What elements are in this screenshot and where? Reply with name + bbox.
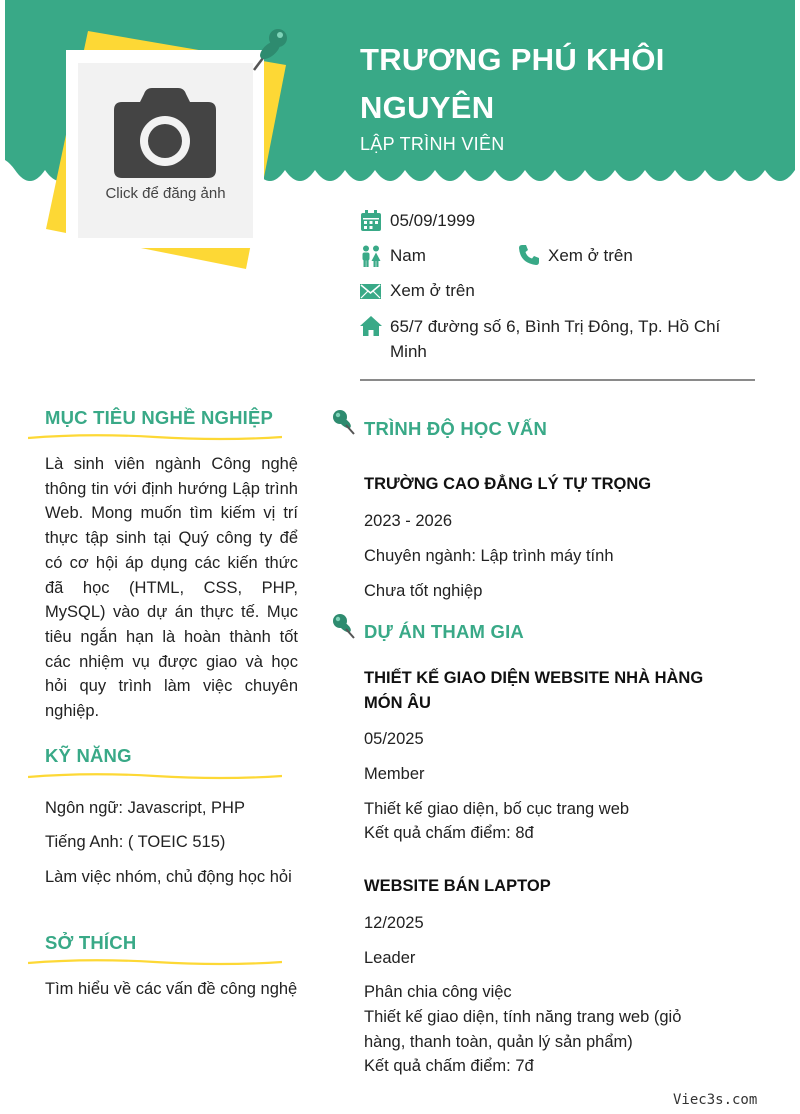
avatar-placeholder[interactable] bbox=[78, 63, 253, 238]
education-title: TRÌNH ĐỘ HỌC VẤN bbox=[364, 418, 548, 439]
school-name: TRƯỜNG CAO ĐẲNG LÝ TỰ TRỌNG bbox=[364, 475, 652, 493]
objective-text: Là sinh viên ngành Công nghệ thông tin với định hướng Lập trình Web. Mong muốn tìm kiếm vị trí thực tập sinh tại Quý công ty để có cơ hội áp dụng các kiến thức đã học (HTML, CSS, PHP, MySQL) vào dự án thực tế. Mục tiêu ngắn hạn là hoàn thành tốt các nhiệm vụ được giao và học hỏi quy trình làm việc chuyên nghiệp. bbox=[45, 455, 298, 721]
skills-underline bbox=[28, 771, 282, 781]
education-period: 2023 - 2026 bbox=[364, 512, 453, 530]
project-role: Leader bbox=[364, 949, 416, 967]
mail-icon bbox=[360, 281, 382, 303]
watermark: Viec3s.com bbox=[673, 1092, 758, 1108]
projects-title: DỰ ÁN THAM GIA bbox=[364, 621, 524, 642]
project-date: 05/2025 bbox=[364, 730, 424, 748]
photo-caption: Click để đăng ảnh bbox=[105, 185, 226, 202]
education-major: Chuyên ngành: Lập trình máy tính bbox=[364, 547, 614, 565]
pushpin-icon bbox=[330, 612, 356, 640]
hobbies-title: SỞ THÍCH bbox=[45, 932, 137, 953]
header-divider bbox=[360, 379, 755, 381]
phone-icon bbox=[518, 244, 540, 266]
project-date: 12/2025 bbox=[364, 914, 424, 932]
project-desc: Thiết kế giao diện, bố cục trang web bbox=[364, 800, 630, 818]
gender-value: Nam bbox=[390, 246, 426, 265]
skills-title: KỸ NĂNG bbox=[45, 745, 132, 766]
address-value: 65/7 đường số 6, Bình Trị Đông, Tp. Hồ Chí Minh bbox=[390, 317, 721, 361]
camera-icon bbox=[112, 88, 218, 180]
hobbies-text: Tìm hiểu về các vấn đề công nghệ bbox=[45, 980, 298, 998]
skill-item: Làm việc nhóm, chủ động học hỏi bbox=[45, 868, 292, 886]
project-result: Kết quả chấm điểm: 7đ bbox=[364, 1057, 534, 1075]
project-role: Member bbox=[364, 765, 425, 783]
hobbies-underline bbox=[28, 957, 282, 967]
pushpin-icon bbox=[248, 24, 292, 74]
education-status: Chưa tốt nghiệp bbox=[364, 582, 483, 600]
pushpin-icon bbox=[330, 408, 356, 436]
objective-title: MỤC TIÊU NGHỀ NGHIỆP bbox=[45, 407, 274, 428]
project-desc: Phân chia công việc bbox=[364, 983, 512, 1001]
phone-value: Xem ở trên bbox=[548, 246, 633, 265]
birthday-value: 05/09/1999 bbox=[390, 211, 476, 230]
project-result: Kết quả chấm điểm: 8đ bbox=[364, 824, 534, 842]
calendar-icon bbox=[360, 210, 382, 232]
people-icon bbox=[360, 245, 382, 267]
email-value: Xem ở trên bbox=[390, 281, 475, 300]
project-name: WEBSITE BÁN LAPTOP bbox=[364, 877, 551, 895]
project-name: THIẾT KẾ GIAO DIỆN WEBSITE NHÀ HÀNG MÓN ÂU bbox=[364, 669, 704, 712]
skill-item: Tiếng Anh: ( TOEIC 515) bbox=[45, 833, 226, 851]
skill-item: Ngôn ngữ: Javascript, PHP bbox=[45, 799, 245, 817]
project-desc: Thiết kế giao diện, tính năng trang web (giỏ hàng, thanh toàn, quản lý sản phẩm) bbox=[364, 1008, 682, 1051]
candidate-name: TRƯƠNG PHÚ KHÔI NGUYÊN bbox=[360, 42, 665, 125]
objective-underline bbox=[28, 432, 282, 442]
job-title: LẬP TRÌNH VIÊN bbox=[360, 134, 505, 154]
home-icon bbox=[360, 315, 382, 337]
